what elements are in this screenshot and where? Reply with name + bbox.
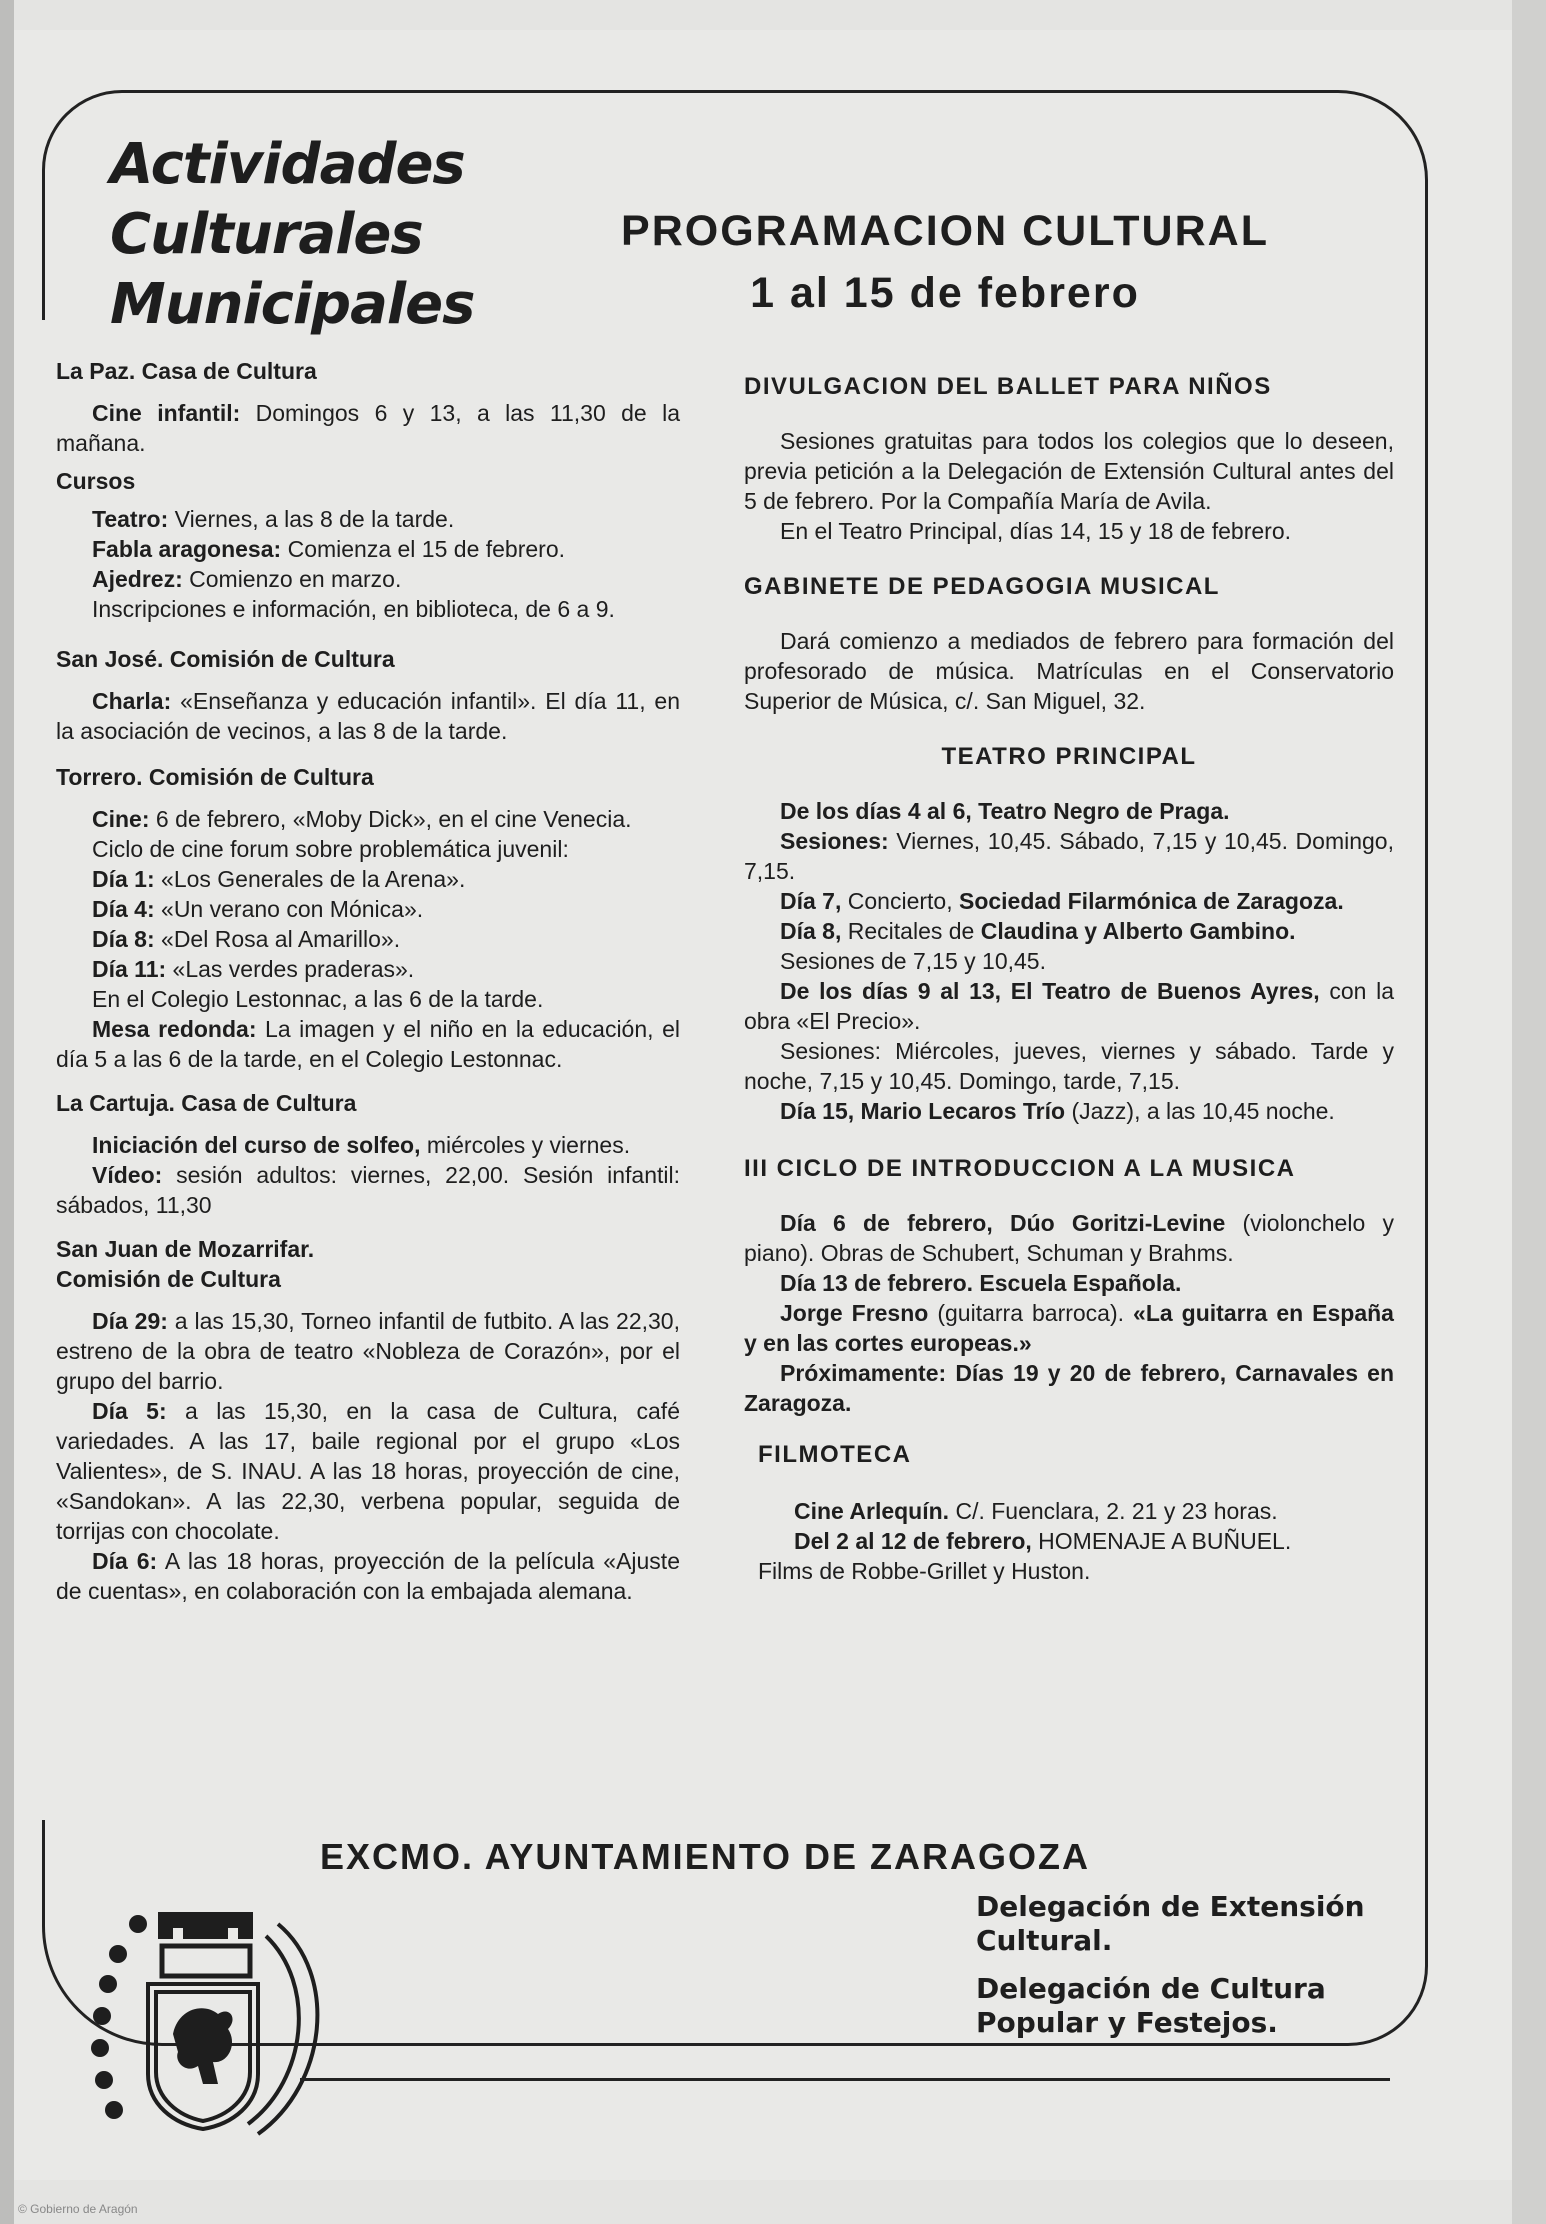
paragraph: Sesiones: Viernes, 10,45. Sábado, 7,15 y 10,45. Domingo, 7,15. bbox=[744, 828, 1394, 884]
left-column bbox=[56, 356, 680, 1606]
section-heading: San Juan de Mozarrifar. bbox=[56, 1236, 315, 1262]
paragraph: Día 8, Recitales de Claudina y Alberto Gambino. bbox=[780, 918, 1296, 944]
section-heading: San José. Comisión de Cultura bbox=[56, 646, 395, 672]
programacion-title: PROGRAMACION CULTURAL bbox=[621, 207, 1269, 255]
paragraph: Día 6 de febrero, Dúo Goritzi-Levine (violonchelo y piano). Obras de Schubert, Schuman y Brahms. bbox=[744, 1210, 1394, 1266]
paragraph: En el Colegio Lestonnac, a las 6 de la tarde. bbox=[92, 986, 544, 1012]
paragraph: Cine infantil: Domingos 6 y 13, a las 11,30 de la mañana. bbox=[56, 400, 680, 456]
paragraph: Del 2 al 12 de febrero, HOMENAJE A BUÑUEL. bbox=[794, 1528, 1292, 1554]
sub-heading: Cursos bbox=[56, 468, 136, 494]
masthead-line: Actividades bbox=[110, 132, 465, 197]
paragraph: Día 4: «Un verano con Mónica». bbox=[92, 896, 424, 922]
paragraph: Dará comienzo a mediados de febrero para formación del profesorado de música. Matrículas en el Conservatorio Superior de Música, c/. San Miguel, 32. bbox=[744, 628, 1394, 714]
ayuntamiento-title: EXCMO. AYUNTAMIENTO DE ZARAGOZA bbox=[320, 1836, 1091, 1877]
paragraph: Cine: 6 de febrero, «Moby Dick», en el cine Venecia. bbox=[92, 806, 632, 832]
frame-gap bbox=[20, 320, 60, 1820]
section-heading: Comisión de Cultura bbox=[56, 1266, 281, 1292]
paragraph: De los días 9 al 13, El Teatro de Buenos Ayres, con la obra «El Precio». bbox=[744, 978, 1395, 1034]
paragraph: Día 7, Concierto, Sociedad Filarmónica de Zaragoza. bbox=[780, 888, 1344, 914]
masthead-line: Municipales bbox=[110, 272, 475, 337]
paragraph: Día 1: «Los Generales de la Arena». bbox=[92, 866, 466, 892]
zaragoza-crest-icon bbox=[78, 1884, 328, 2144]
section-heading: TEATRO PRINCIPAL bbox=[941, 743, 1197, 770]
paragraph: Fabla aragonesa: Comienza el 15 de febrero. bbox=[92, 536, 566, 562]
paragraph: Iniciación del curso de solfeo, miércoles y viernes. bbox=[92, 1132, 631, 1158]
section-heading: La Paz. Casa de Cultura bbox=[56, 358, 317, 384]
section-heading: III CICLO DE INTRODUCCION A LA MUSICA bbox=[744, 1155, 1296, 1182]
watermark: © Gobierno de Aragón bbox=[18, 2202, 138, 2216]
paragraph: Día 5: a las 15,30, en la casa de Cultura, café variedades. A las 17, baile regional por el grupo «Los Valientes», de S. INAU. A las 18 horas, proyección de cine, «Sandokan». A las 22,30, verbena popular, seguida de torrijas con chocolate. bbox=[56, 1398, 680, 1544]
section-heading: FILMOTECA bbox=[758, 1441, 912, 1468]
programacion-heading bbox=[560, 200, 1330, 324]
paragraph: Día 8: «Del Rosa al Amarillo». bbox=[92, 926, 401, 952]
paragraph: Ciclo de cine forum sobre problemática juvenil: bbox=[92, 836, 569, 862]
paragraph: Sesiones: Miércoles, jueves, viernes y sábado. Tarde y noche, 7,15 y 10,45. Domingo, tarde, 7,15. bbox=[744, 1038, 1394, 1094]
bottom-rule bbox=[300, 2078, 1390, 2081]
delegacion-extension: Delegación de Extensión Cultural. bbox=[976, 1890, 1365, 1957]
section-heading: DIVULGACION DEL BALLET PARA NIÑOS bbox=[744, 373, 1272, 400]
delegacion-cultura-popular: Delegación de Cultura Popular y Festejos. bbox=[976, 1972, 1326, 2039]
paragraph: Ajedrez: Comienzo en marzo. bbox=[92, 566, 402, 592]
paragraph: Jorge Fresno (guitarra barroca). «La guitarra en España y en las cortes europeas.» bbox=[744, 1300, 1394, 1356]
paragraph: Vídeo: sesión adultos: viernes, 22,00. Sesión infantil: sábados, 11,30 bbox=[56, 1162, 680, 1218]
paragraph: Día 15, Mario Lecaros Trío (Jazz), a las 10,45 noche. bbox=[780, 1098, 1335, 1124]
programacion-dates: 1 al 15 de febrero bbox=[750, 269, 1140, 317]
paragraph: Día 6: A las 18 horas, proyección de la película «Ajuste de cuentas», en colaboración con la embajada alemana. bbox=[56, 1548, 680, 1604]
paragraph: En el Teatro Principal, días 14, 15 y 18 de febrero. bbox=[780, 518, 1291, 544]
paragraph: Teatro: Viernes, a las 8 de la tarde. bbox=[92, 506, 455, 532]
section-heading: Torrero. Comisión de Cultura bbox=[56, 764, 374, 790]
paragraph: Día 29: a las 15,30, Torneo infantil de futbito. A las 22,30, estreno de la obra de teatro «Nobleza de Corazón», por el grupo del barrio. bbox=[56, 1308, 680, 1394]
paragraph: Próximamente: Días 19 y 20 de febrero, Carnavales en Zaragoza. bbox=[744, 1360, 1394, 1416]
paragraph: Día 11: «Las verdes praderas». bbox=[92, 956, 415, 982]
paragraph: Sesiones de 7,15 y 10,45. bbox=[780, 948, 1046, 974]
paragraph: Mesa redonda: La imagen y el niño en la educación, el día 5 a las 6 de la tarde, en el Colegio Lestonnac. bbox=[56, 1016, 680, 1072]
scan-left-edge bbox=[0, 0, 14, 2224]
paragraph: Charla: «Enseñanza y educación infantil». El día 11, en la asociación de vecinos, a las 8 de la tarde. bbox=[56, 688, 680, 744]
masthead-title bbox=[110, 130, 474, 340]
masthead-line: Culturales bbox=[110, 202, 423, 267]
paragraph: Día 13 de febrero. Escuela Española. bbox=[780, 1270, 1182, 1296]
paragraph: Inscripciones e información, en biblioteca, de 6 a 9. bbox=[92, 596, 615, 622]
section-heading: La Cartuja. Casa de Cultura bbox=[56, 1090, 357, 1116]
scan-right-edge bbox=[1512, 0, 1546, 2224]
paragraph: Cine Arlequín. C/. Fuenclara, 2. 21 y 23 horas. bbox=[794, 1498, 1278, 1524]
right-column bbox=[744, 372, 1394, 1586]
paragraph: Films de Robbe-Grillet y Huston. bbox=[758, 1558, 1091, 1584]
delegaciones bbox=[976, 1890, 1396, 2054]
section-heading: GABINETE DE PEDAGOGIA MUSICAL bbox=[744, 573, 1220, 600]
paragraph: De los días 4 al 6, Teatro Negro de Praga. bbox=[780, 798, 1230, 824]
paragraph: Sesiones gratuitas para todos los colegios que lo deseen, previa petición a la Delegación de Extensión Cultural antes del 5 de febrero. Por la Compañía María de Avila. bbox=[744, 428, 1394, 514]
